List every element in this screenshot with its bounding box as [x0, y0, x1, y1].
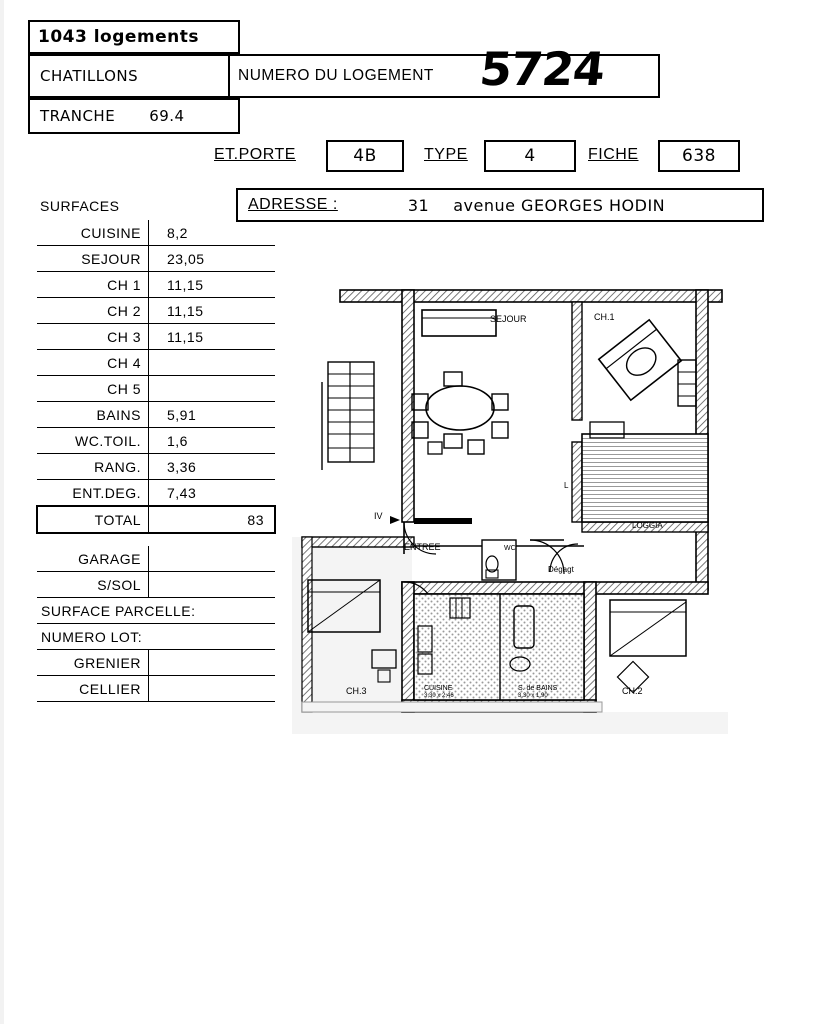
table-spacer: [37, 533, 275, 546]
table-row: [37, 272, 275, 298]
total-label: TOTAL: [37, 506, 149, 533]
room-label-ch2: CH.2: [622, 686, 643, 696]
loggia-area: [582, 434, 708, 522]
program-title: 1043 logements: [38, 27, 200, 47]
floor-door-value: 4B: [326, 140, 404, 172]
surface-name: NUMERO LOT:: [37, 624, 275, 650]
table-row: [37, 454, 275, 480]
surface-value: [149, 572, 276, 598]
dwelling-number-label: NUMERO DU LOGEMENT: [238, 67, 434, 84]
surface-name: CH 3: [37, 324, 149, 350]
address-box: [236, 188, 764, 222]
surface-value: [149, 650, 276, 676]
surface-name: S/SOL: [37, 572, 149, 598]
entry-arrow-label: IV: [374, 511, 383, 521]
surface-name: SEJOUR: [37, 246, 149, 272]
surface-value: 11,15: [149, 298, 276, 324]
table-row: [37, 650, 275, 676]
table-row: [37, 324, 275, 350]
surface-name: GRENIER: [37, 650, 149, 676]
surface-value: 11,15: [149, 272, 276, 298]
surface-name: ENT.DEG.: [37, 480, 149, 507]
table-row: [37, 376, 275, 402]
table-row: [37, 402, 275, 428]
city-box: [28, 54, 240, 98]
surface-value: 11,15: [149, 324, 276, 350]
room-label-cuisine: CUISINE: [424, 685, 453, 692]
paper-edge: [0, 0, 4, 1024]
room-label-loggia: LOGGIA: [632, 521, 663, 530]
room-dims-sdb: 3,30 x 1,90: [518, 693, 548, 699]
surface-value: 3,36: [149, 454, 276, 480]
surfaces-table: [36, 198, 264, 702]
table-row: [37, 572, 275, 598]
table-row: [37, 350, 275, 376]
address-number: 31: [407, 195, 430, 215]
table-row: [37, 598, 275, 624]
table-row: [37, 624, 275, 650]
surface-value: 1,6: [149, 428, 276, 454]
surface-value: 23,05: [149, 246, 276, 272]
surface-value: [149, 350, 276, 376]
surface-name: CH 1: [37, 272, 149, 298]
surface-value: [149, 546, 276, 572]
surface-name: GARAGE: [37, 546, 149, 572]
surface-value: 8,2: [149, 220, 276, 246]
surfaces-title: SURFACES: [40, 198, 120, 214]
tranche-value: 69.4: [149, 107, 185, 125]
city-name: CHATILLONS: [40, 67, 139, 85]
table-row-total: [37, 506, 275, 533]
room-dims-cuisine: 3,30 x 2,46: [424, 693, 454, 699]
table-row: [37, 676, 275, 702]
floor-plan: [292, 282, 728, 732]
entry-arrow-icon: [390, 516, 400, 524]
type-value: 4: [484, 140, 576, 172]
surface-name: BAINS: [37, 402, 149, 428]
room-label-degagement: Dégagt: [548, 565, 574, 574]
tranche-label: TRANCHE: [40, 107, 116, 125]
sheet-label: FICHE: [588, 146, 639, 163]
type-label: TYPE: [424, 146, 468, 163]
tranche-box: [28, 98, 240, 134]
room-label-ch1: CH.1: [594, 312, 615, 322]
surface-value: [149, 676, 276, 702]
table-row: [37, 546, 275, 572]
surface-name: CH 4: [37, 350, 149, 376]
surface-value: 7,43: [149, 480, 276, 507]
surface-name: CELLIER: [37, 676, 149, 702]
surface-name: WC.TOIL.: [37, 428, 149, 454]
surface-value: 5,91: [149, 402, 276, 428]
table-row: [37, 246, 275, 272]
table-row: [37, 428, 275, 454]
sheet-value: 638: [658, 140, 740, 172]
program-title-box: [28, 20, 240, 54]
surface-name: RANG.: [37, 454, 149, 480]
address-label: ADRESSE :: [248, 196, 338, 213]
l-mark-label: L: [564, 481, 569, 490]
surface-name: CH 2: [37, 298, 149, 324]
surface-name: CUISINE: [37, 220, 149, 246]
address-street: avenue GEORGES HODIN: [453, 195, 666, 215]
floor-door-label: ET.PORTE: [214, 146, 296, 163]
room-label-entree: ENTREE: [404, 542, 441, 552]
total-value: 83: [149, 506, 276, 533]
surface-name: CH 5: [37, 376, 149, 402]
table-row: [37, 298, 275, 324]
surface-name: SURFACE PARCELLE:: [37, 598, 275, 624]
room-label-sdb: S. de BAINS: [518, 685, 558, 692]
room-label-sejour: SEJOUR: [490, 314, 527, 324]
room-label-wc: WC: [504, 545, 516, 552]
surface-value: [149, 376, 276, 402]
dwelling-number-value: 5724: [477, 42, 607, 96]
staircase: [322, 362, 374, 470]
table-row: [37, 480, 275, 507]
table-row: [37, 220, 275, 246]
room-label-ch3: CH.3: [346, 686, 367, 696]
